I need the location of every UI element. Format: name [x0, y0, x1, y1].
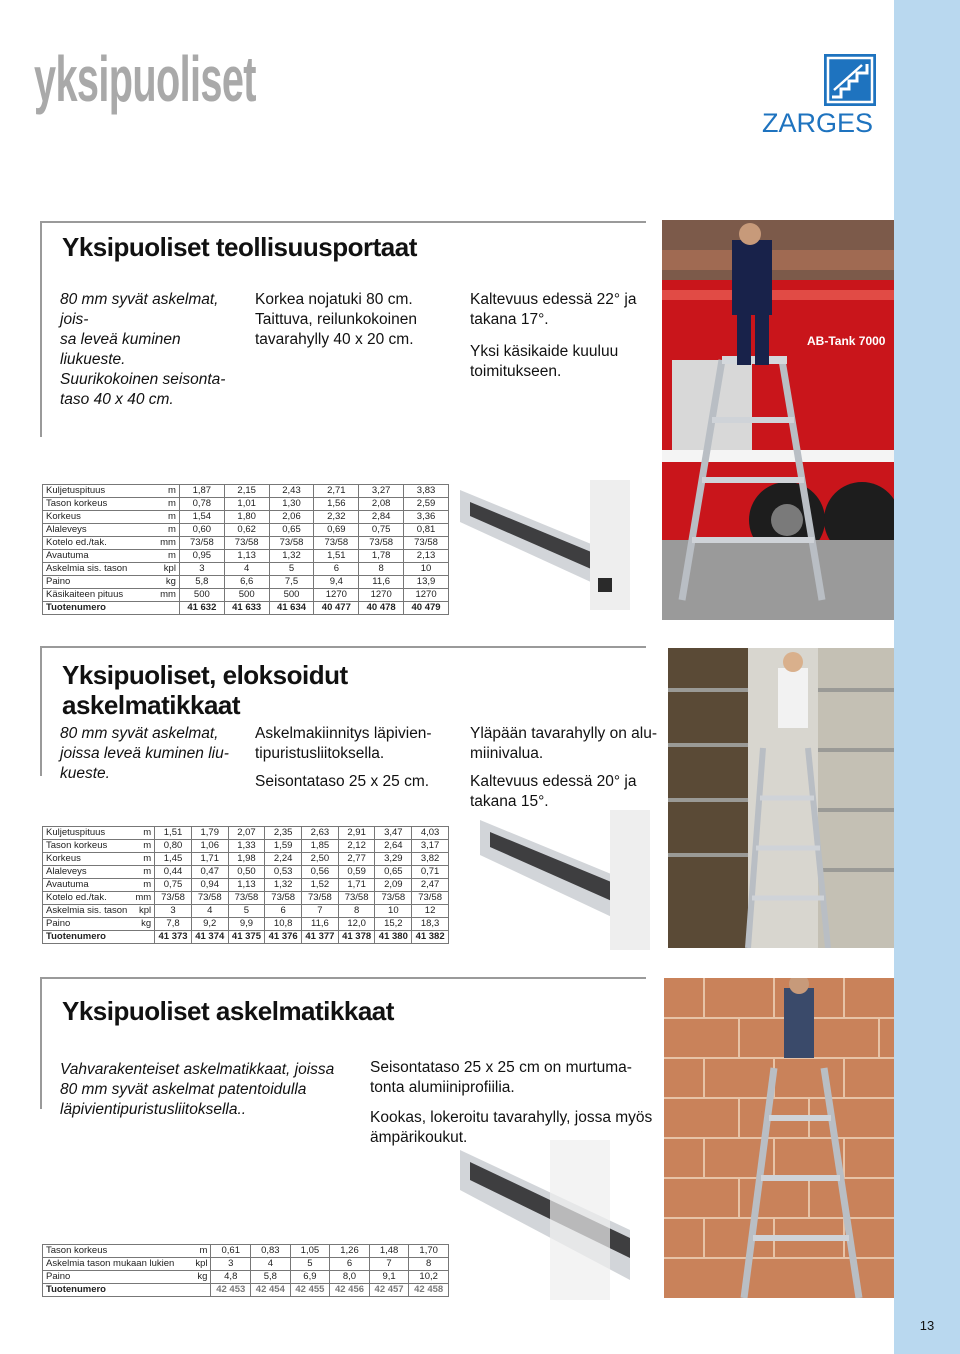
table-cell: 2,32 [314, 511, 359, 524]
table-cell: 42 454 [251, 1284, 291, 1297]
table-cell: 2,84 [359, 511, 404, 524]
section-title: Yksipuoliset askelmatikkaat [62, 996, 394, 1026]
table-cell: 0,56 [302, 866, 339, 879]
row-label: Käsikaiteen pituus [43, 589, 152, 602]
table-row [43, 485, 449, 498]
text-line: Yksi käsikaide kuuluu [470, 343, 619, 360]
table-cell: 41 377 [302, 931, 339, 944]
table-cell: 1,13 [228, 879, 265, 892]
table-cell: 1,79 [191, 827, 228, 840]
product-photo-brickwall [664, 978, 894, 1298]
step-closeup-photo [460, 800, 650, 950]
text-line: Kookas, lokeroitu tavarahylly, jossa myös [370, 1109, 653, 1126]
table-cell: 41 376 [265, 931, 302, 944]
spec-table [42, 1244, 449, 1297]
table-cell: 0,65 [269, 524, 314, 537]
row-unit: m [132, 879, 155, 892]
table-row [43, 589, 449, 602]
table-cell: 12,0 [338, 918, 375, 931]
row-unit: m [191, 1245, 211, 1258]
table-cell: 4 [251, 1258, 291, 1271]
step-closeup-photo [430, 1140, 660, 1300]
table-cell: 1,98 [228, 853, 265, 866]
table-cell: 7,8 [155, 918, 192, 931]
table-cell: 1,52 [302, 879, 339, 892]
page-title: yksipuoliset [34, 43, 256, 115]
table-row [43, 905, 449, 918]
section-title: Yksipuoliset teollisuusportaat [62, 232, 417, 262]
table-cell: 6,9 [290, 1271, 330, 1284]
table-cell: 73/58 [412, 892, 449, 905]
row-label: Paino [43, 918, 132, 931]
table-cell: 1,54 [179, 511, 224, 524]
table-row [43, 1258, 449, 1271]
text-line: Suurikokoinen seisonta- [60, 371, 226, 388]
table-cell: 41 378 [338, 931, 375, 944]
row-label: Askelmia sis. tason [43, 563, 152, 576]
table-cell: 1,06 [191, 840, 228, 853]
table-cell: 1,51 [155, 827, 192, 840]
table-cell: 41 373 [155, 931, 192, 944]
table-cell: 1,32 [269, 550, 314, 563]
text-line: 80 mm syvät askelmat, [60, 725, 219, 742]
text-line: Korkea nojatuki 80 cm. [255, 291, 413, 308]
table-row [43, 563, 449, 576]
feature-text [60, 724, 250, 784]
table-cell: 1270 [314, 589, 359, 602]
table-row [43, 840, 449, 853]
text-line: tipuristusliitoksella. [255, 745, 385, 762]
table-cell: 3,47 [375, 827, 412, 840]
table-cell: 2,15 [224, 485, 269, 498]
table-cell: 18,3 [412, 918, 449, 931]
row-label: Alaleveys [43, 524, 152, 537]
row-unit [132, 931, 155, 944]
table-cell: 42 457 [369, 1284, 409, 1297]
table-cell: 3,17 [412, 840, 449, 853]
feature-text [470, 290, 650, 382]
table-row [43, 524, 449, 537]
table-cell: 73/58 [191, 892, 228, 905]
table-cell: 4 [224, 563, 269, 576]
table-cell: 73/58 [404, 537, 449, 550]
table-cell: 2,71 [314, 485, 359, 498]
row-label: Alaleveys [43, 866, 132, 879]
table-cell: 0,47 [191, 866, 228, 879]
table-cell: 10 [404, 563, 449, 576]
table-row [43, 853, 449, 866]
table-cell: 0,95 [179, 550, 224, 563]
table-cell: 40 479 [404, 602, 449, 615]
row-unit: mm [132, 892, 155, 905]
table-cell: 0,50 [228, 866, 265, 879]
truck-label: AB-Tank 7000 [807, 334, 886, 348]
table-cell: 2,35 [265, 827, 302, 840]
text-line: läpivientipuristusliitoksella.. [60, 1101, 247, 1118]
table-cell: 1,45 [155, 853, 192, 866]
table-cell: 1,70 [409, 1245, 449, 1258]
table-cell: 40 477 [314, 602, 359, 615]
text-line: Vahvarakenteiset askelmatikkaat, joissa [60, 1061, 335, 1078]
section-divider [42, 646, 646, 648]
table-cell: 6 [265, 905, 302, 918]
table-cell: 73/58 [224, 537, 269, 550]
feature-text [370, 1058, 660, 1148]
row-unit: m [132, 853, 155, 866]
title-line: Yksipuoliset, eloksoidut [62, 660, 348, 690]
table-row [43, 576, 449, 589]
table-cell: 9,1 [369, 1271, 409, 1284]
page-sidebar [894, 0, 960, 1354]
table-cell: 0,65 [375, 866, 412, 879]
table-cell: 73/58 [302, 892, 339, 905]
table-cell: 7 [369, 1258, 409, 1271]
row-unit [152, 602, 180, 615]
table-cell: 2,07 [228, 827, 265, 840]
table-cell: 2,09 [375, 879, 412, 892]
row-unit: m [132, 866, 155, 879]
table-cell: 41 380 [375, 931, 412, 944]
table-cell: 13,9 [404, 576, 449, 589]
row-label: Tason korkeus [43, 498, 152, 511]
table-cell: 3,36 [404, 511, 449, 524]
table-row [43, 931, 449, 944]
table-cell: 0,83 [251, 1245, 291, 1258]
row-unit: m [152, 550, 180, 563]
table-cell: 0,75 [359, 524, 404, 537]
feature-text [255, 724, 455, 792]
row-label: Kotelo ed./tak. [43, 537, 152, 550]
table-row [43, 879, 449, 892]
text-line: ämpärikoukut. [370, 1129, 468, 1146]
table-cell: 1,13 [224, 550, 269, 563]
table-cell: 7,5 [269, 576, 314, 589]
table-cell: 73/58 [338, 892, 375, 905]
row-unit: kpl [132, 905, 155, 918]
text-line: toimitukseen. [470, 363, 562, 380]
table-cell: 5 [269, 563, 314, 576]
table-cell: 1,78 [359, 550, 404, 563]
table-row [43, 1245, 449, 1258]
table-cell: 42 456 [330, 1284, 370, 1297]
table-cell: 0,94 [191, 879, 228, 892]
feature-text [60, 1060, 360, 1120]
table-cell: 8,0 [330, 1271, 370, 1284]
row-unit: kpl [191, 1258, 211, 1271]
table-cell: 42 458 [409, 1284, 449, 1297]
row-unit: kpl [152, 563, 180, 576]
table-cell: 11,6 [302, 918, 339, 931]
table-cell: 73/58 [269, 537, 314, 550]
table-cell: 7 [302, 905, 339, 918]
text-line: taso 40 x 40 cm. [60, 391, 174, 408]
table-cell: 4,8 [211, 1271, 251, 1284]
text-line: tavarahylly 40 x 20 cm. [255, 331, 414, 348]
table-cell: 1,05 [290, 1245, 330, 1258]
row-label: Avautuma [43, 879, 132, 892]
table-cell: 1,32 [265, 879, 302, 892]
table-cell: 1,71 [191, 853, 228, 866]
table-row [43, 511, 449, 524]
table-cell: 2,50 [302, 853, 339, 866]
row-label: Korkeus [43, 511, 152, 524]
text-line: Askelmakiinnitys läpivien- [255, 725, 432, 742]
table-cell: 10,2 [409, 1271, 449, 1284]
text-line: 80 mm syvät askelmat patentoidulla [60, 1081, 307, 1098]
table-cell: 1,30 [269, 498, 314, 511]
table-cell: 5,8 [179, 576, 224, 589]
table-cell: 1,80 [224, 511, 269, 524]
table-cell: 5,8 [251, 1271, 291, 1284]
row-label: Korkeus [43, 853, 132, 866]
table-cell: 6,6 [224, 576, 269, 589]
section-title [62, 660, 348, 720]
table-cell: 42 455 [290, 1284, 330, 1297]
table-cell: 6 [314, 563, 359, 576]
table-cell: 10 [375, 905, 412, 918]
row-label: Paino [43, 1271, 191, 1284]
table-cell: 0,60 [179, 524, 224, 537]
table-cell: 2,08 [359, 498, 404, 511]
stairs-logo-icon [824, 54, 876, 106]
title-line: askelmatikkaat [62, 690, 241, 720]
row-unit [191, 1284, 211, 1297]
page-number: 13 [919, 1318, 935, 1333]
table-cell: 2,47 [412, 879, 449, 892]
table-row [43, 1284, 449, 1297]
table-row [43, 866, 449, 879]
row-unit: m [152, 498, 180, 511]
text-line: Kaltevuus edessä 20° ja [470, 773, 637, 790]
row-label: Paino [43, 576, 152, 589]
table-cell: 2,91 [338, 827, 375, 840]
table-cell: 2,59 [404, 498, 449, 511]
table-cell: 0,44 [155, 866, 192, 879]
row-unit: mm [152, 589, 180, 602]
table-cell: 73/58 [179, 537, 224, 550]
text-line: Taittuva, reilunkokoinen [255, 311, 417, 328]
table-cell: 2,64 [375, 840, 412, 853]
text-line: Seisontataso 25 x 25 cm. [255, 773, 430, 790]
table-cell: 8 [338, 905, 375, 918]
table-cell: 2,77 [338, 853, 375, 866]
row-label: Avautuma [43, 550, 152, 563]
table-cell: 1,59 [265, 840, 302, 853]
table-row [43, 537, 449, 550]
row-label: Askelmia tason mukaan lukien [43, 1258, 191, 1271]
table-row [43, 827, 449, 840]
feature-text [255, 290, 455, 350]
table-cell: 500 [179, 589, 224, 602]
table-cell: 2,12 [338, 840, 375, 853]
table-cell: 73/58 [359, 537, 404, 550]
table-cell: 41 375 [228, 931, 265, 944]
row-unit: m [152, 511, 180, 524]
table-cell: 2,43 [269, 485, 314, 498]
table-cell: 1,51 [314, 550, 359, 563]
table-cell: 42 453 [211, 1284, 251, 1297]
text-line: tonta alumiiniprofiilia. [370, 1079, 515, 1096]
text-line: takana 15°. [470, 793, 549, 810]
row-unit: m [152, 485, 180, 498]
table-cell: 4 [191, 905, 228, 918]
table-cell: 12 [412, 905, 449, 918]
table-cell: 3 [211, 1258, 251, 1271]
row-label: Tason korkeus [43, 840, 132, 853]
table-cell: 41 374 [191, 931, 228, 944]
section-divider-vertical [40, 221, 42, 437]
table-cell: 41 632 [179, 602, 224, 615]
table-cell: 73/58 [228, 892, 265, 905]
spec-table [42, 826, 449, 944]
row-label: Askelmia sis. tason [43, 905, 132, 918]
product-photo-storage [668, 648, 894, 948]
brand-name: ZARGES [762, 108, 874, 138]
step-closeup-photo [440, 460, 630, 610]
table-cell: 3,82 [412, 853, 449, 866]
table-cell: 0,59 [338, 866, 375, 879]
row-unit: kg [152, 576, 180, 589]
table-cell: 0,80 [155, 840, 192, 853]
table-cell: 500 [269, 589, 314, 602]
row-label: Tuotenumero [43, 602, 152, 615]
table-cell: 0,53 [265, 866, 302, 879]
row-unit: kg [191, 1271, 211, 1284]
section-divider [42, 977, 646, 979]
table-cell: 8 [409, 1258, 449, 1271]
table-cell: 1,87 [179, 485, 224, 498]
table-cell: 5 [228, 905, 265, 918]
table-cell: 41 633 [224, 602, 269, 615]
text-line: takana 17°. [470, 311, 549, 328]
table-cell: 3,27 [359, 485, 404, 498]
table-cell: 4,03 [412, 827, 449, 840]
table-row [43, 1271, 449, 1284]
table-cell: 41 382 [412, 931, 449, 944]
table-cell: 3 [155, 905, 192, 918]
text-line: 80 mm syvät askelmat, jois- [60, 291, 219, 328]
section-divider [42, 221, 646, 223]
row-label: Tuotenumero [43, 931, 132, 944]
table-cell: 73/58 [314, 537, 359, 550]
table-cell: 2,63 [302, 827, 339, 840]
table-cell: 3,83 [404, 485, 449, 498]
table-row [43, 918, 449, 931]
table-cell: 1,33 [228, 840, 265, 853]
row-unit: mm [152, 537, 180, 550]
table-cell: 1,48 [369, 1245, 409, 1258]
table-cell: 1,85 [302, 840, 339, 853]
feature-text [470, 724, 660, 812]
table-row [43, 550, 449, 563]
table-cell: 0,81 [404, 524, 449, 537]
table-cell: 5 [290, 1258, 330, 1271]
table-cell: 73/58 [155, 892, 192, 905]
section-divider-vertical [40, 646, 42, 776]
row-unit: m [132, 840, 155, 853]
table-cell: 0,62 [224, 524, 269, 537]
table-cell: 8 [359, 563, 404, 576]
row-unit: m [132, 827, 155, 840]
table-cell: 2,24 [265, 853, 302, 866]
table-cell: 15,2 [375, 918, 412, 931]
table-cell: 1,01 [224, 498, 269, 511]
table-row [43, 498, 449, 511]
table-cell: 3,29 [375, 853, 412, 866]
row-label: Tason korkeus [43, 1245, 191, 1258]
text-line: joissa leveä kuminen liu- [60, 745, 229, 762]
table-cell: 0,78 [179, 498, 224, 511]
table-cell: 2,06 [269, 511, 314, 524]
table-cell: 11,6 [359, 576, 404, 589]
table-cell: 1270 [359, 589, 404, 602]
feature-text [60, 290, 250, 410]
table-cell: 9,2 [191, 918, 228, 931]
row-label: Kuljetuspituus [43, 485, 152, 498]
table-cell: 2,13 [404, 550, 449, 563]
table-cell: 9,9 [228, 918, 265, 931]
table-cell: 1,71 [338, 879, 375, 892]
table-cell: 0,75 [155, 879, 192, 892]
table-cell: 0,61 [211, 1245, 251, 1258]
table-cell: 73/58 [375, 892, 412, 905]
text-line: sa leveä kuminen liukueste. [60, 331, 181, 368]
table-cell: 0,71 [412, 866, 449, 879]
table-row [43, 892, 449, 905]
table-cell: 6 [330, 1258, 370, 1271]
table-cell: 73/58 [265, 892, 302, 905]
text-line: Yläpään tavarahylly on alu- [470, 725, 657, 742]
row-label: Kotelo ed./tak. [43, 892, 132, 905]
text-line: miinivalua. [470, 745, 544, 762]
table-cell: 0,69 [314, 524, 359, 537]
text-line: kueste. [60, 765, 110, 782]
row-unit: m [152, 524, 180, 537]
text-line: Kaltevuus edessä 22° ja [470, 291, 637, 308]
table-cell: 10,8 [265, 918, 302, 931]
row-unit: kg [132, 918, 155, 931]
table-cell: 1270 [404, 589, 449, 602]
product-photo-truck [662, 220, 894, 620]
spec-table [42, 484, 449, 615]
row-label: Kuljetuspituus [43, 827, 132, 840]
table-cell: 41 634 [269, 602, 314, 615]
text-line: Seisontataso 25 x 25 cm on murtuma- [370, 1059, 632, 1076]
table-cell: 500 [224, 589, 269, 602]
section-divider-vertical [40, 977, 42, 1109]
table-cell: 40 478 [359, 602, 404, 615]
row-label: Tuotenumero [43, 1284, 191, 1297]
table-cell: 1,56 [314, 498, 359, 511]
table-row [43, 602, 449, 615]
table-cell: 9,4 [314, 576, 359, 589]
table-cell: 3 [179, 563, 224, 576]
table-cell: 1,26 [330, 1245, 370, 1258]
